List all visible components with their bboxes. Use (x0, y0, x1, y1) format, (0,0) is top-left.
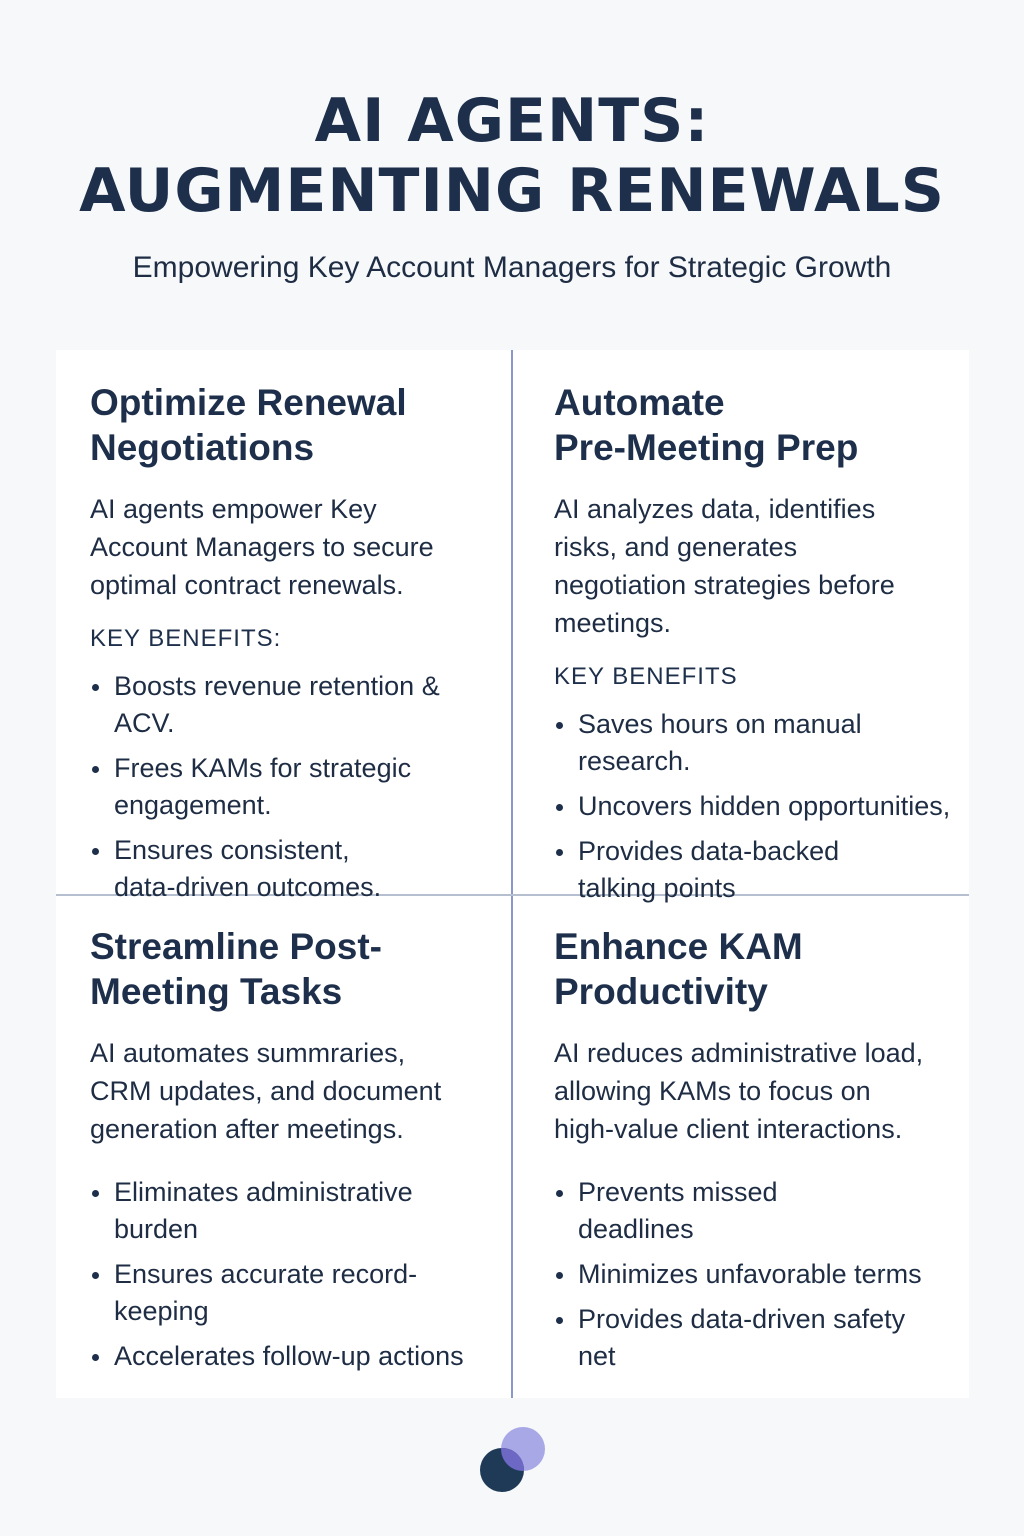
benefit-text: talking points (578, 873, 736, 903)
benefit-text: net (578, 1341, 616, 1371)
quadrant-title (90, 924, 500, 1014)
quadrant-title-line: Streamline Post- (90, 926, 382, 967)
benefit-text: Ensures accurate record- (114, 1259, 418, 1289)
benefit-text: Provides data-backed (578, 836, 840, 866)
description-line: AI reduces administrative load, (554, 1038, 924, 1068)
benefit-item (554, 833, 966, 907)
benefit-text: deadlines (578, 1214, 694, 1244)
quadrant-title (90, 380, 500, 470)
description-line: AI agents empower Key (90, 494, 377, 524)
quadrant-title-line: Productivity (554, 971, 768, 1012)
benefit-text: Saves hours on manual research. (578, 709, 862, 776)
benefit-text: Accelerates follow-up actions (114, 1341, 464, 1371)
header (0, 0, 1024, 286)
benefit-item (554, 706, 966, 780)
key-benefits-label: KEY BENEFITS (554, 663, 738, 690)
quadrant-post-meeting-tasks (90, 924, 500, 1383)
quadrant-kam-productivity (554, 924, 966, 1383)
benefits-list (90, 668, 500, 906)
description-line: AI automates summraries, (90, 1038, 406, 1068)
description-line: meetings. (554, 608, 672, 638)
description-line: risks, and generates (554, 532, 798, 562)
benefit-item (554, 788, 966, 825)
description-line: optimal contract renewals. (90, 570, 404, 600)
benefit-item (90, 832, 500, 906)
benefits-list (554, 706, 966, 907)
quadrant-description (90, 490, 500, 604)
benefit-item (90, 668, 500, 742)
overlapping-circles-icon (478, 1424, 548, 1494)
quadrant-description (554, 490, 966, 642)
quadrant-optimize-renewal (90, 380, 500, 914)
benefits-list (90, 1174, 500, 1375)
benefits-grid (56, 350, 969, 1398)
quadrant-pre-meeting-prep (554, 380, 966, 915)
description-line: generation after meetings. (90, 1114, 404, 1144)
quadrant-title-line: Negotiations (90, 427, 315, 468)
description-line: negotiation strategies before (554, 570, 895, 600)
page-title (0, 0, 1024, 226)
benefit-text: keeping (114, 1296, 209, 1326)
benefits-list (554, 1174, 966, 1375)
benefit-text: Ensures consistent, (114, 835, 350, 865)
quadrant-title-line: Meeting Tasks (90, 971, 343, 1012)
vertical-divider (511, 350, 513, 1398)
quadrant-title-line: Enhance KAM (554, 926, 803, 967)
title-line-1: AI AGENTS: (314, 86, 710, 156)
quadrant-description (90, 1034, 500, 1148)
quadrant-title-line: Optimize Renewal (90, 382, 407, 423)
benefit-item (554, 1256, 966, 1293)
benefit-text: Minimizes unfavorable terms (578, 1259, 922, 1289)
benefit-text: data-driven outcomes. (114, 872, 382, 902)
benefit-item (90, 1338, 500, 1375)
description-line: Account Managers to secure (90, 532, 434, 562)
description-line: allowing KAMs to focus on (554, 1076, 871, 1106)
quadrant-title-line: Pre-Meeting Prep (554, 427, 859, 468)
description-line: AI analyzes data, identifies (554, 494, 876, 524)
benefit-text: Provides data-driven safety (578, 1304, 906, 1334)
subtitle: Empowering Key Account Managers for Strategic Growth (132, 251, 892, 284)
quadrant-title (554, 924, 966, 1014)
quadrant-title-line: Automate (554, 382, 725, 423)
benefit-item (554, 1301, 966, 1375)
benefit-text: Boosts revenue retention & ACV. (114, 671, 440, 738)
benefit-text: burden (114, 1214, 199, 1244)
title-line-2: AUGMENTING RENEWALS (79, 156, 945, 226)
benefit-item (90, 1174, 500, 1248)
benefit-text: Frees KAMs for strategic (114, 753, 412, 783)
benefit-text: Prevents missed (578, 1177, 778, 1207)
quadrant-title (554, 380, 966, 470)
benefit-item (554, 1174, 966, 1248)
benefit-item (90, 750, 500, 824)
key-benefits-label: KEY BENEFITS: (90, 625, 282, 652)
benefit-text: Eliminates administrative (114, 1177, 413, 1207)
description-line: high-value client interactions. (554, 1114, 903, 1144)
benefit-text: Uncovers hidden opportunities, (578, 791, 951, 821)
benefit-text: engagement. (114, 790, 272, 820)
quadrant-description (554, 1034, 966, 1148)
description-line: CRM updates, and document (90, 1076, 442, 1106)
benefit-item (90, 1256, 500, 1330)
